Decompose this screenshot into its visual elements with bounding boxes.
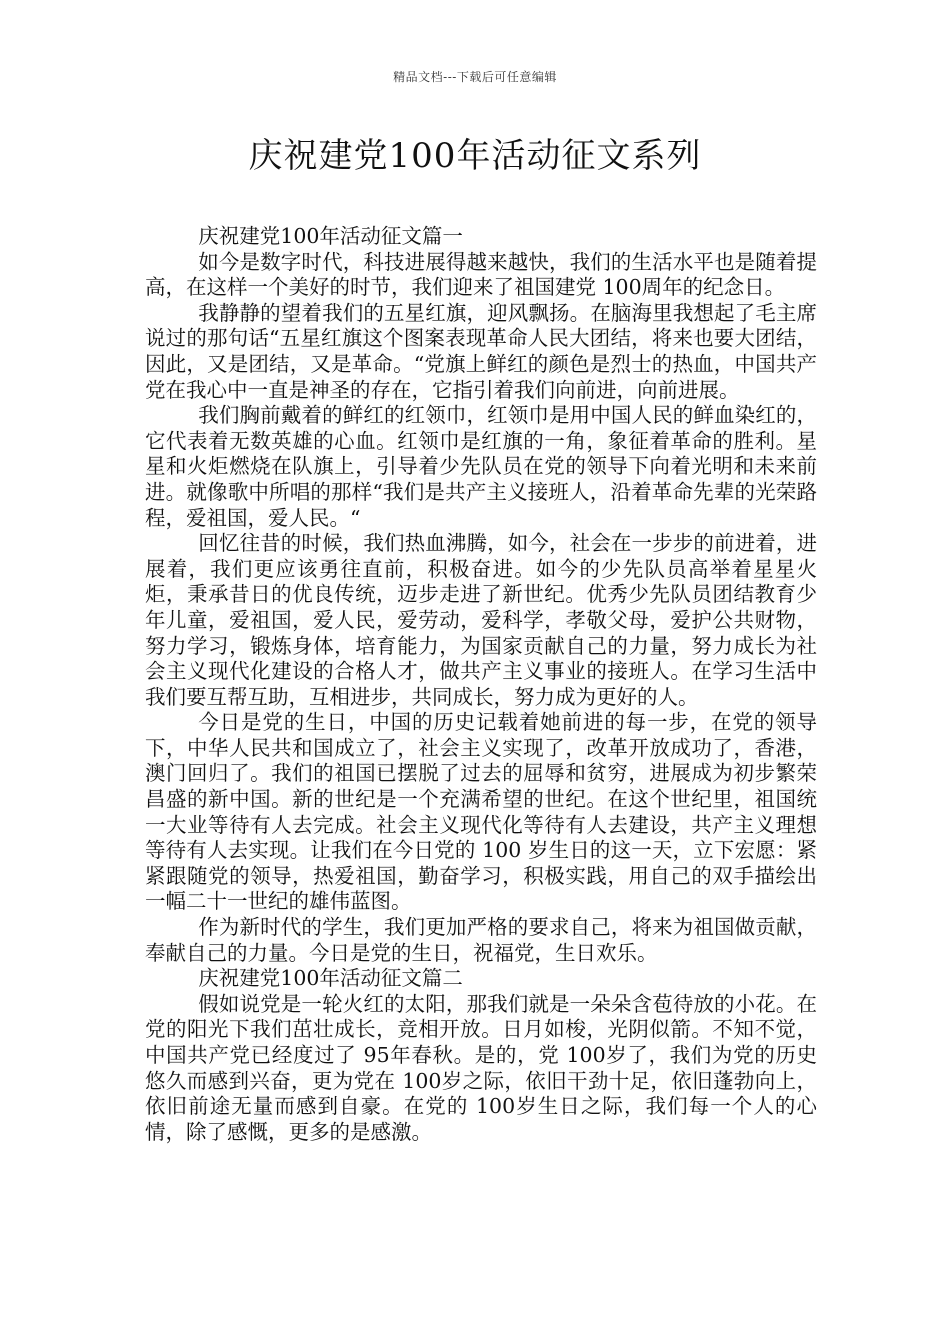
paragraph: 假如说党是一轮火红的太阳，那我们就是一朵朵含苞待放的小花。在党的阳光下我们茁壮成长，竞相开放。日月如梭，光阴似箭。不知不觉，中国共产党已经度过了 95年春秋。是的，党 100岁了，我们为党的历史悠久而感到兴奋，更为党在 100岁之际，依旧干劲十足，依旧蓬勃向上，依旧前途无量而感到自豪。在党的 100岁生日之际，我们每一个人的心情，除了感慨，更多的是感激。: [145, 991, 817, 1144]
paragraph: 作为新时代的学生，我们更加严格的要求自己，将来为祖国做贡献，奉献自己的力量。今日是党的生日，祝福党，生日欢乐。: [145, 915, 817, 965]
section-heading-1: 庆祝建党100年活动征文篇一: [198, 224, 463, 248]
paragraph: 如今是数字时代，科技进展得越来越快，我们的生活水平也是随着提高，在这样一个美好的时节，我们迎来了祖国建党 100周年的纪念日。: [145, 249, 817, 300]
paragraph: 我们胸前戴着的鲜红的红领巾，红领巾是用中国人民的鲜血染红的，它代表着无数英雄的心血。红领巾是红旗的一角，象征着革命的胜利。星星和火炬燃烧在队旗上，引导着少先队员在党的领导下向着光明和未来前进。就像歌中所唱的那样“我们是共产主义接班人，沿着革命先辈的光荣路程，爱祖国，爱人民。“: [145, 403, 817, 530]
section-heading-2: 庆祝建党100年活动征文篇二: [198, 966, 463, 991]
header-note: 精品文档---下载后可任意编辑: [393, 70, 557, 84]
document-body: [145, 224, 817, 1145]
document-title: 庆祝建党100年活动征文系列: [248, 136, 702, 176]
paragraph: 今日是党的生日，中国的历史记载着她前进的每一步，在党的领导下，中华人民共和国成立了，社会主义实现了，改革开放成功了，香港，澳门回归了。我们的祖国已摆脱了过去的屈辱和贫穷，进展成为初步繁荣昌盛的新中国。新的世纪是一个充满希望的世纪。在这个世纪里，祖国统一大业等待有人去完成。社会主义现代化等待有人去建设，共产主义理想等待有人去实现。让我们在今日党的 100 岁生日的这一天，立下宏愿：紧紧跟随党的领导，热爱祖国，勤奋学习，积极实践，用自己的双手描绘出一幅二十一世纪的雄伟蓝图。: [145, 710, 817, 914]
paragraph: 回忆往昔的时候，我们热血沸腾，如今，社会在一步步的前进着，进展着，我们更应该勇往直前，积极奋进。如今的少先队员高举着星星火炬，秉承昔日的优良传统，迈步走进了新世纪。优秀少先队员团结教育少年儿童，爱祖国，爱人民，爱劳动，爱科学，孝敬父母，爱护公共财物，努力学习，锻炼身体，培育能力，为国家贡献自己的力量，努力成长为社会主义现代化建设的合格人才，做共产主义事业的接班人。在学习生活中我们要互帮互助，互相进步，共同成长，努力成为更好的人。: [145, 531, 817, 709]
paragraph: 我静静的望着我们的五星红旗，迎风飘扬。在脑海里我想起了毛主席说过的那句话“五星红旗这个图案表现革命人民大团结，将来也要大团结，因此，又是团结，又是革命。“党旗上鲜红的颜色是烈士的热血，中国共产党在我心中一直是神圣的存在，它指引着我们向前进，向前进展。: [145, 300, 817, 402]
